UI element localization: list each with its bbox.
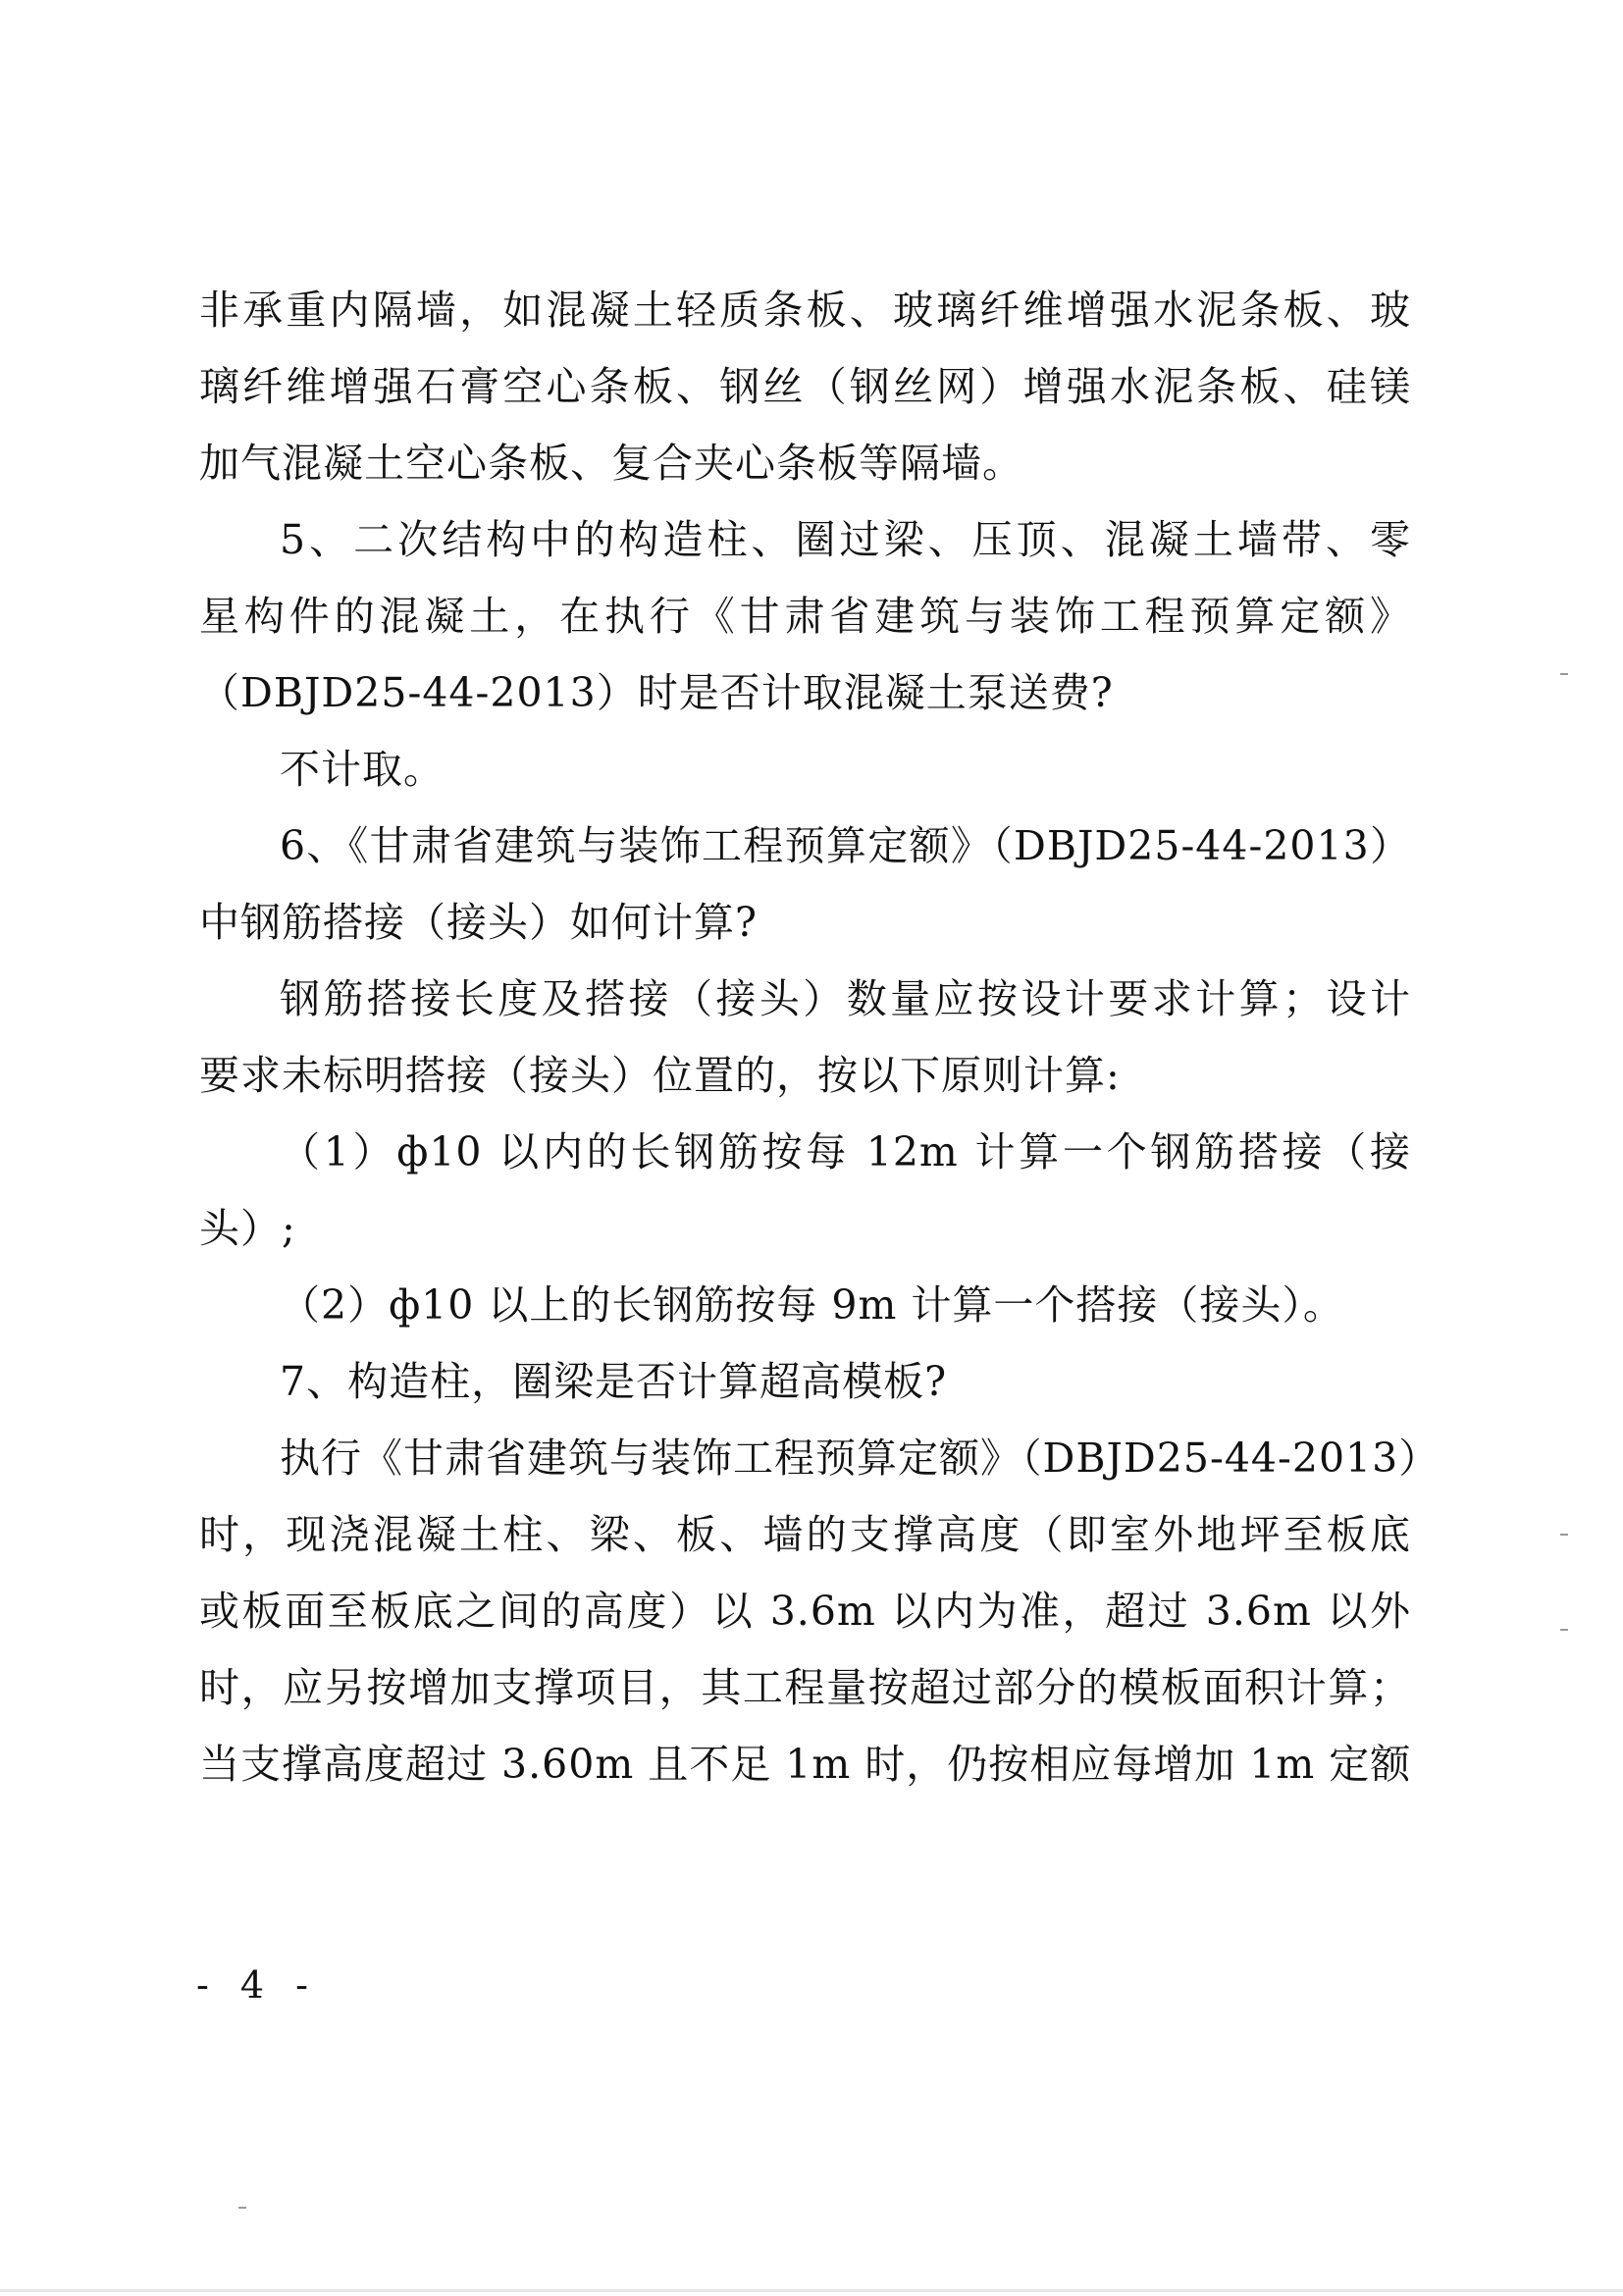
text-line: 中钢筋搭接（接头）如何计算? [199,899,758,946]
text-line: 钢筋搭接长度及搭接（接头）数量应按设计要求计算；设计 [280,975,1411,1022]
text-line: 星构件的混凝土，在执行《甘肃省建筑与装饰工程预算定额》 [199,593,1411,640]
page-number: - 4 - [196,1963,319,2007]
text-line: 时，应另按增加支撑项目，其工程量按超过部分的模板面积计算； [199,1664,1411,1711]
text-line: 5、二次结构中的构造柱、圈过梁、压顶、混凝土墙带、零 [280,516,1411,563]
text-line: 6、《甘肃省建筑与装饰工程预算定额》（DBJD25-44-2013） [280,822,1411,869]
scan-edge [0,2289,1623,2292]
text-line: 非承重内隔墙，如混凝土轻质条板、玻璃纤维增强水泥条板、玻 [199,287,1411,334]
text-line: 当支撑高度超过 3.60m 且不足 1m 时，仍按相应每增加 1m 定额 [199,1741,1412,1788]
text-line: （1）ф10 以内的长钢筋按每 12m 计算一个钢筋搭接（接 [280,1128,1411,1175]
text-line: 7、构造柱，圈梁是否计算超高模板? [280,1358,948,1405]
text-line: 头）; [199,1205,296,1252]
text-line: （2）ф10 以上的长钢筋按每 9m 计算一个搭接（接头）。 [280,1281,1344,1329]
text-line: 加气混凝土空心条板、复合夹心条板等隔墙。 [199,440,1023,487]
margin-mark [1560,1629,1568,1631]
margin-mark [1560,673,1568,675]
text-line: （DBJD25-44-2013）时是否计取混凝土泵送费? [199,669,1114,716]
text-line: 或板面至板底之间的高度）以 3.6m 以内为准，超过 3.6m 以外 [199,1588,1411,1635]
text-line: 要求未标明搭接（接头）位置的，按以下原则计算: [199,1052,1121,1099]
text-line: 执行《甘肃省建筑与装饰工程预算定额》（DBJD25-44-2013） [280,1435,1440,1482]
margin-mark [238,2207,246,2209]
margin-mark [1560,1534,1568,1536]
text-line: 璃纤维增强石膏空心条板、钢丝（钢丝网）增强水泥条板、硅镁 [199,363,1411,410]
text-line: 时，现浇混凝土柱、梁、板、墙的支撑高度（即室外地坪至板底 [199,1511,1411,1558]
text-line: 不计取。 [280,746,445,793]
